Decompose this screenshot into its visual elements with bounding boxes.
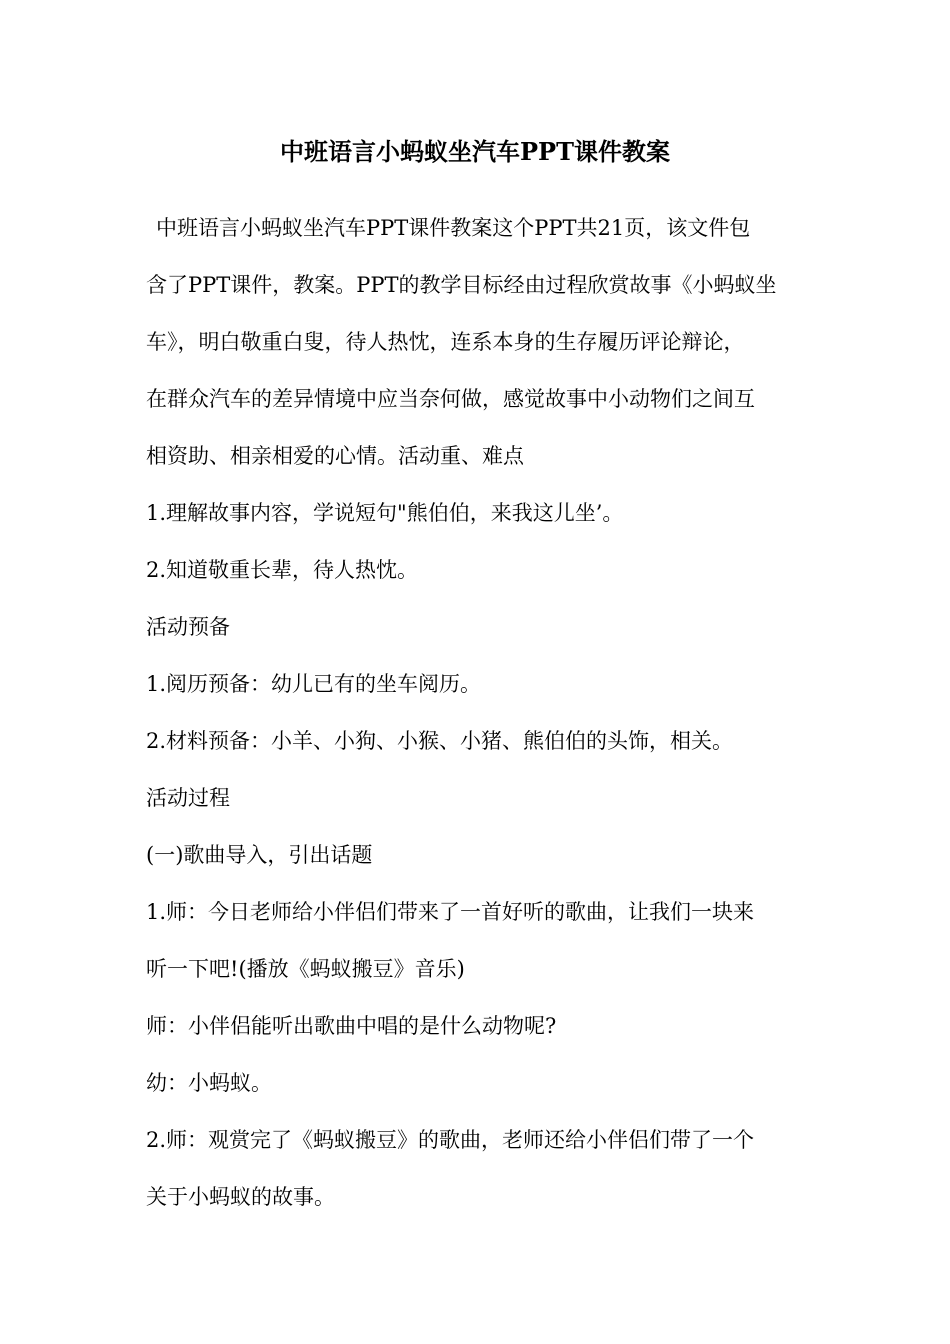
- intro-line: 相资助、相亲相爱的心情。活动重、难点: [146, 444, 524, 468]
- paragraph-line: 听一下吧!(播放《蚂蚁搬豆》音乐): [146, 957, 465, 981]
- section-heading: 活动预备: [146, 615, 230, 639]
- document-body: [146, 200, 808, 1226]
- intro-line: 车》，明白敬重白叟，待人热忱，连系本身的生存履历评论辩论，: [146, 330, 745, 354]
- section-heading: (一)歌曲导入，引出话题: [146, 843, 373, 867]
- paragraph-line: 1.师：今日老师给小伴侣们带来了一首好听的歌曲，让我们一块来: [146, 900, 755, 924]
- paragraph-line: 1.阅历预备：幼儿已有的坐车阅历。: [146, 672, 482, 696]
- section-heading: 活动过程: [146, 786, 230, 810]
- paragraph-line: 师：小伴侣能听出歌曲中唱的是什么动物呢?: [146, 1014, 557, 1038]
- intro-line: 中班语言小蚂蚁坐汽车PPT课件教案这个PPT共21页，该文件包: [156, 216, 751, 240]
- intro-line: 含了PPT课件，教案。PPT的教学目标经由过程欣赏故事《小蚂蚁坐: [146, 273, 777, 297]
- intro-line: 在群众汽车的差异情境中应当奈何做，感觉故事中小动物们之间互: [146, 387, 755, 411]
- paragraph-line: 2.材料预备：小羊、小狗、小猴、小猪、熊伯伯的头饰，相关。: [146, 729, 734, 753]
- document-title: 中班语言小蚂蚁坐汽车PPT课件教案: [280, 137, 670, 166]
- paragraph-line: 2.师：观赏完了《蚂蚁搬豆》的歌曲，老师还给小伴侣们带了一个: [146, 1128, 755, 1152]
- paragraph-line: 1.理解故事内容，学说短句"熊伯伯，来我这儿坐’。: [146, 501, 624, 525]
- paragraph-line: 关于小蚂蚁的故事。: [146, 1185, 335, 1209]
- paragraph-line: 2.知道敬重长辈，待人热忱。: [146, 558, 419, 582]
- paragraph-line: 幼：小蚂蚁。: [146, 1071, 272, 1095]
